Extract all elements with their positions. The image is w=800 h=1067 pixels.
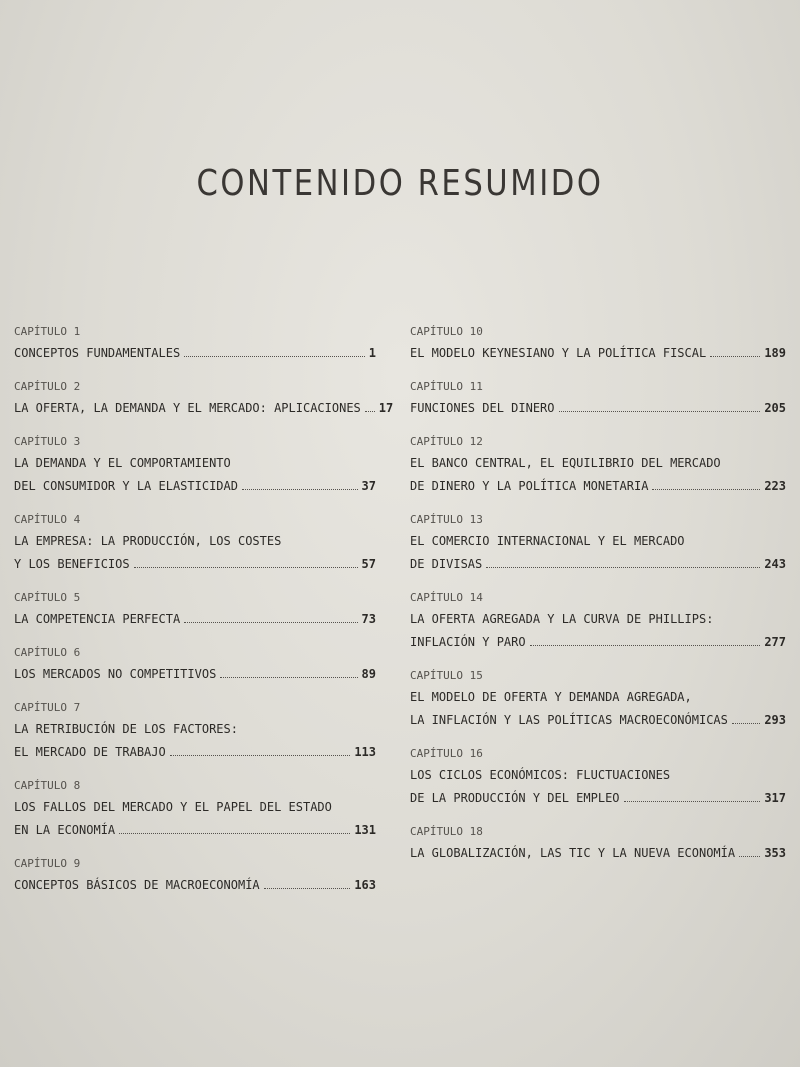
chapter-title-text: LA COMPETENCIA PERFECTA bbox=[14, 612, 181, 626]
chapter-label: CAPÍTULO 18 bbox=[410, 825, 483, 838]
dot-leader bbox=[220, 677, 357, 678]
chapter-label: CAPÍTULO 16 bbox=[410, 747, 483, 760]
chapter-title-line bbox=[14, 874, 376, 897]
dot-leader bbox=[530, 645, 761, 646]
page-number: 163 bbox=[354, 878, 376, 892]
chapter-label: CAPÍTULO 8 bbox=[14, 779, 81, 792]
chapter-label: CAPÍTULO 3 bbox=[14, 435, 81, 448]
chapter-title-line bbox=[410, 709, 786, 732]
chapter-title-text: LOS FALLOS DEL MERCADO Y EL PAPEL DEL ESTADO bbox=[14, 800, 332, 814]
chapter-title-line bbox=[14, 452, 376, 475]
page-number: 17 bbox=[378, 401, 394, 415]
chapter-title-text: LA EMPRESA: LA PRODUCCIÓN, LOS COSTES bbox=[14, 534, 282, 548]
toc-entry bbox=[14, 643, 376, 686]
chapter-title-line bbox=[14, 608, 376, 631]
chapter-title-text: LA GLOBALIZACIÓN, LAS TIC Y LA NUEVA ECONOMÍA bbox=[410, 846, 736, 860]
chapter-title-line bbox=[410, 631, 786, 654]
page-number: 353 bbox=[764, 846, 786, 860]
chapter-title-line bbox=[14, 475, 376, 498]
chapter-label: CAPÍTULO 1 bbox=[14, 325, 81, 338]
page-number: 277 bbox=[764, 635, 786, 649]
page-number: 205 bbox=[764, 401, 786, 415]
chapter-title-line bbox=[14, 741, 376, 764]
chapter-title-line bbox=[410, 475, 786, 498]
chapter-title-line bbox=[14, 397, 394, 420]
chapter-title-line bbox=[14, 819, 376, 842]
chapter-title-text: EL BANCO CENTRAL, EL EQUILIBRIO DEL MERCADO bbox=[410, 456, 721, 470]
dot-leader bbox=[170, 755, 351, 756]
chapter-title-text: DE LA PRODUCCIÓN Y DEL EMPLEO bbox=[410, 791, 620, 805]
dot-leader bbox=[184, 622, 357, 623]
chapter-title-line bbox=[410, 764, 786, 787]
chapter-label: CAPÍTULO 15 bbox=[410, 669, 483, 682]
page-number: 73 bbox=[361, 612, 376, 626]
dot-leader bbox=[710, 356, 760, 357]
page-number: 113 bbox=[354, 745, 376, 759]
chapter-title-text: LA INFLACIÓN Y LAS POLÍTICAS MACROECONÓMICAS bbox=[410, 713, 728, 727]
page-number: 189 bbox=[764, 346, 786, 360]
toc-left-column bbox=[14, 322, 394, 909]
page-number: 317 bbox=[764, 791, 786, 805]
dot-leader bbox=[559, 411, 761, 412]
toc-entry bbox=[14, 776, 376, 842]
chapter-title-text: LOS CICLOS ECONÓMICOS: FLUCTUACIONES bbox=[410, 768, 671, 782]
chapter-label: CAPÍTULO 7 bbox=[14, 701, 81, 714]
toc-entry bbox=[410, 322, 786, 365]
chapter-title-text: LA OFERTA AGREGADA Y LA CURVA DE PHILLIPS: bbox=[410, 612, 714, 626]
chapter-label: CAPÍTULO 6 bbox=[14, 646, 81, 659]
page-number: 89 bbox=[361, 667, 376, 681]
chapter-title-line bbox=[14, 718, 376, 741]
chapter-label: CAPÍTULO 5 bbox=[14, 591, 81, 604]
chapter-title-text: FUNCIONES DEL DINERO bbox=[410, 401, 555, 415]
chapter-title-text: DEL CONSUMIDOR Y LA ELASTICIDAD bbox=[14, 479, 238, 493]
chapter-title-line bbox=[410, 342, 786, 365]
page-number: 37 bbox=[361, 479, 376, 493]
toc-entry bbox=[410, 432, 786, 498]
toc-entry bbox=[14, 322, 376, 365]
chapter-title-text: LOS MERCADOS NO COMPETITIVOS bbox=[14, 667, 217, 681]
chapter-title-text: DE DINERO Y LA POLÍTICA MONETARIA bbox=[410, 479, 649, 493]
chapter-title-line bbox=[14, 553, 376, 576]
toc-entry bbox=[410, 588, 786, 654]
chapter-title-line bbox=[410, 452, 786, 475]
dot-leader bbox=[184, 356, 365, 357]
chapter-label: CAPÍTULO 9 bbox=[14, 857, 81, 870]
dot-leader bbox=[365, 411, 375, 412]
chapter-title-text: EL MERCADO DE TRABAJO bbox=[14, 745, 166, 759]
chapter-title-line bbox=[410, 397, 786, 420]
chapter-title-text: CONCEPTOS FUNDAMENTALES bbox=[14, 346, 181, 360]
chapter-title-line bbox=[410, 787, 786, 810]
dot-leader bbox=[739, 856, 760, 857]
toc-entry bbox=[14, 377, 394, 420]
chapter-title-text: DE DIVISAS bbox=[410, 557, 483, 571]
page-title: CONTENIDO RESUMIDO bbox=[196, 163, 604, 204]
chapter-title-text: LA OFERTA, LA DEMANDA Y EL MERCADO: APLICACIONES bbox=[14, 401, 361, 415]
page-number: 57 bbox=[361, 557, 376, 571]
toc-entry bbox=[410, 377, 786, 420]
chapter-label: CAPÍTULO 2 bbox=[14, 380, 81, 393]
page-number: 1 bbox=[368, 346, 376, 360]
chapter-title-text: Y LOS BENEFICIOS bbox=[14, 557, 130, 571]
toc-entry bbox=[410, 510, 786, 576]
toc-entry bbox=[14, 432, 376, 498]
chapter-title-text: EN LA ECONOMÍA bbox=[14, 823, 116, 837]
chapter-title-text: LA RETRIBUCIÓN DE LOS FACTORES: bbox=[14, 722, 238, 736]
chapter-title-line bbox=[410, 842, 786, 865]
chapter-title-line bbox=[14, 796, 376, 819]
toc-entry bbox=[410, 666, 786, 732]
toc-entry bbox=[14, 510, 376, 576]
page-number: 223 bbox=[764, 479, 786, 493]
page-number: 243 bbox=[764, 557, 786, 571]
dot-leader bbox=[264, 888, 351, 889]
chapter-title-text: EL MODELO KEYNESIANO Y LA POLÍTICA FISCAL bbox=[410, 346, 707, 360]
dot-leader bbox=[486, 567, 760, 568]
toc-entry bbox=[410, 822, 786, 865]
dot-leader bbox=[242, 489, 358, 490]
dot-leader bbox=[732, 723, 760, 724]
dot-leader bbox=[652, 489, 760, 490]
chapter-title-text: EL COMERCIO INTERNACIONAL Y EL MERCADO bbox=[410, 534, 685, 548]
chapter-title-line bbox=[410, 686, 786, 709]
chapter-title-line bbox=[410, 608, 786, 631]
toc-right-column bbox=[410, 322, 786, 877]
toc-entry bbox=[410, 744, 786, 810]
chapter-label: CAPÍTULO 13 bbox=[410, 513, 483, 526]
dot-leader bbox=[624, 801, 761, 802]
chapter-title-text: INFLACIÓN Y PARO bbox=[410, 635, 526, 649]
chapter-label: CAPÍTULO 11 bbox=[410, 380, 483, 393]
page-number: 293 bbox=[764, 713, 786, 727]
toc-entry bbox=[14, 854, 376, 897]
chapter-title-text: CONCEPTOS BÁSICOS DE MACROECONOMÍA bbox=[14, 878, 260, 892]
chapter-title-line bbox=[410, 553, 786, 576]
chapter-label: CAPÍTULO 12 bbox=[410, 435, 483, 448]
chapter-title-line bbox=[410, 530, 786, 553]
dot-leader bbox=[134, 567, 358, 568]
chapter-label: CAPÍTULO 4 bbox=[14, 513, 81, 526]
chapter-title-line bbox=[14, 530, 376, 553]
chapter-label: CAPÍTULO 10 bbox=[410, 325, 483, 338]
chapter-title-line bbox=[14, 663, 376, 686]
chapter-title-line bbox=[14, 342, 376, 365]
chapter-title-text: LA DEMANDA Y EL COMPORTAMIENTO bbox=[14, 456, 231, 470]
chapter-label: CAPÍTULO 14 bbox=[410, 591, 483, 604]
page-number: 131 bbox=[354, 823, 376, 837]
toc-entry bbox=[14, 588, 376, 631]
chapter-title-text: EL MODELO DE OFERTA Y DEMANDA AGREGADA, bbox=[410, 690, 692, 704]
dot-leader bbox=[119, 833, 350, 834]
toc-entry bbox=[14, 698, 376, 764]
